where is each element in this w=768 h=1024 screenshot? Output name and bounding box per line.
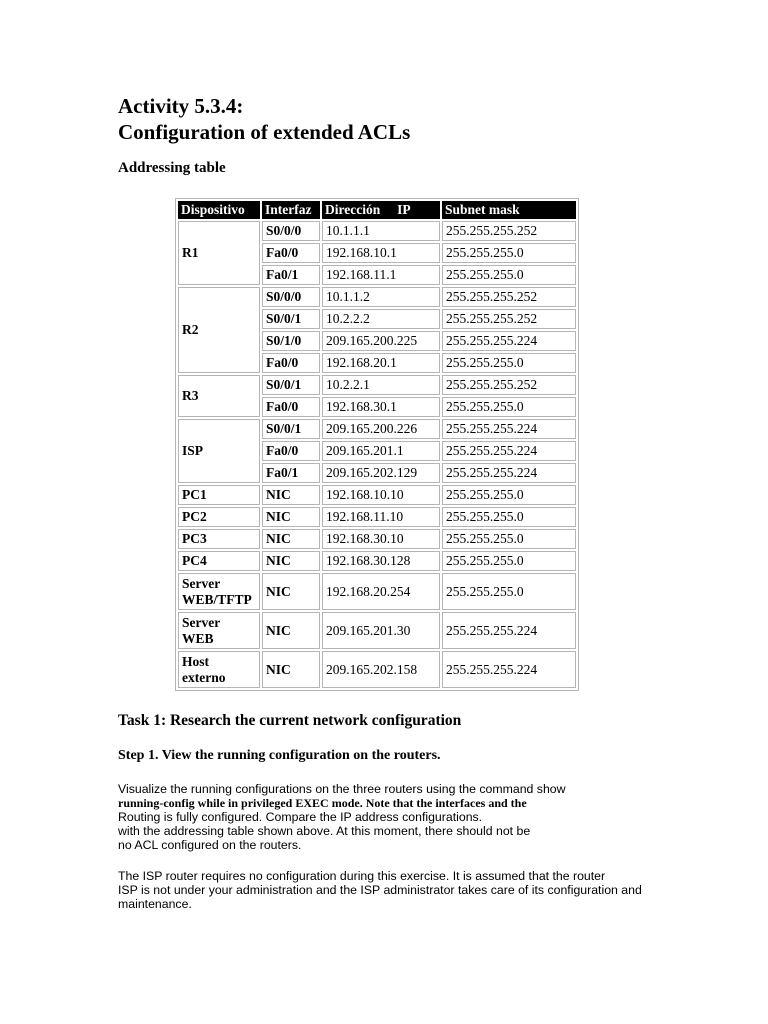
subnet-mask-cell: 255.255.255.224 bbox=[442, 651, 576, 688]
paragraph-2-line-2: ISP is not under your administration and the ISP administrator takes care of its configuration and bbox=[118, 883, 642, 897]
device-name-line: externo bbox=[182, 669, 226, 685]
device-cell: ISP bbox=[178, 419, 260, 483]
subnet-mask-cell: 255.255.255.0 bbox=[442, 485, 576, 505]
subnet-mask-cell: 255.255.255.0 bbox=[442, 353, 576, 373]
table-row bbox=[178, 287, 576, 307]
ip-address-cell: 209.165.200.226 bbox=[322, 419, 440, 439]
table-header-row bbox=[178, 201, 576, 219]
interface-cell: Fa0/0 bbox=[262, 397, 320, 417]
device-cell: PC4 bbox=[178, 551, 260, 571]
subnet-mask-cell: 255.255.255.0 bbox=[442, 507, 576, 527]
ip-address-cell: 10.1.1.2 bbox=[322, 287, 440, 307]
table-row bbox=[178, 529, 576, 549]
interface-cell: Fa0/0 bbox=[262, 243, 320, 263]
ip-address-cell: 192.168.30.10 bbox=[322, 529, 440, 549]
addressing-table bbox=[175, 198, 579, 691]
ip-address-cell: 10.1.1.1 bbox=[322, 221, 440, 241]
ip-address-cell: 209.165.201.1 bbox=[322, 441, 440, 461]
addressing-heading: Addressing table bbox=[118, 160, 226, 176]
subnet-mask-cell: 255.255.255.0 bbox=[442, 397, 576, 417]
interface-cell: NIC bbox=[262, 551, 320, 571]
device-cell: R2 bbox=[178, 287, 260, 373]
table-row bbox=[178, 551, 576, 571]
table-row bbox=[178, 507, 576, 527]
title-line-1: Activity 5.3.4: bbox=[118, 94, 244, 118]
device-cell bbox=[178, 612, 260, 649]
table-row bbox=[178, 651, 576, 688]
table-row bbox=[178, 485, 576, 505]
header-interface: Interfaz bbox=[262, 201, 320, 219]
ip-address-cell: 192.168.10.1 bbox=[322, 243, 440, 263]
ip-address-cell: 192.168.30.1 bbox=[322, 397, 440, 417]
header-device: Dispositivo bbox=[178, 201, 260, 219]
table-row bbox=[178, 573, 576, 610]
subnet-mask-cell: 255.255.255.0 bbox=[442, 265, 576, 285]
table-row bbox=[178, 612, 576, 649]
table-body bbox=[178, 221, 576, 688]
device-name-line: WEB bbox=[182, 630, 214, 646]
ip-address-cell: 192.168.11.10 bbox=[322, 507, 440, 527]
paragraph-2 bbox=[118, 869, 678, 911]
device-cell bbox=[178, 651, 260, 688]
ip-address-cell: 10.2.2.2 bbox=[322, 309, 440, 329]
subnet-mask-cell: 255.255.255.0 bbox=[442, 573, 576, 610]
subnet-mask-cell: 255.255.255.224 bbox=[442, 463, 576, 483]
interface-cell: Fa0/1 bbox=[262, 265, 320, 285]
ip-address-cell: 192.168.20.254 bbox=[322, 573, 440, 610]
subnet-mask-cell: 255.255.255.252 bbox=[442, 309, 576, 329]
table-row bbox=[178, 221, 576, 241]
ip-address-cell: 209.165.201.30 bbox=[322, 612, 440, 649]
device-cell bbox=[178, 573, 260, 610]
interface-cell: S0/0/0 bbox=[262, 221, 320, 241]
header-ip: Dirección IP bbox=[322, 201, 440, 219]
paragraph-1-line-3: Routing is fully configured. Compare the IP address configurations. bbox=[118, 810, 483, 824]
ip-address-cell: 209.165.202.158 bbox=[322, 651, 440, 688]
interface-cell: S0/0/1 bbox=[262, 309, 320, 329]
device-cell: R1 bbox=[178, 221, 260, 285]
device-cell: PC3 bbox=[178, 529, 260, 549]
page-title bbox=[118, 93, 410, 145]
ip-address-cell: 192.168.20.1 bbox=[322, 353, 440, 373]
task-1-heading: Task 1: Research the current network configuration bbox=[118, 712, 462, 729]
header-mask: Subnet mask bbox=[442, 201, 576, 219]
ip-address-cell: 192.168.30.128 bbox=[322, 551, 440, 571]
step-1-heading: Step 1. View the running configuration on the routers. bbox=[118, 748, 441, 763]
subnet-mask-cell: 255.255.255.0 bbox=[442, 551, 576, 571]
device-name-line: Host bbox=[182, 653, 209, 669]
paragraph-1-line-4: with the addressing table shown above. At this moment, there should not be bbox=[118, 824, 531, 838]
subnet-mask-cell: 255.255.255.224 bbox=[442, 441, 576, 461]
ip-address-cell: 192.168.11.1 bbox=[322, 265, 440, 285]
interface-cell: NIC bbox=[262, 573, 320, 610]
interface-cell: S0/0/1 bbox=[262, 419, 320, 439]
interface-cell: S0/0/1 bbox=[262, 375, 320, 395]
interface-cell: Fa0/0 bbox=[262, 441, 320, 461]
paragraph-1-line-5: no ACL configured on the routers. bbox=[118, 838, 302, 852]
paragraph-1 bbox=[118, 782, 678, 852]
subnet-mask-cell: 255.255.255.224 bbox=[442, 331, 576, 351]
ip-address-cell: 209.165.200.225 bbox=[322, 331, 440, 351]
interface-cell: NIC bbox=[262, 612, 320, 649]
interface-cell: NIC bbox=[262, 485, 320, 505]
interface-cell: S0/0/0 bbox=[262, 287, 320, 307]
subnet-mask-cell: 255.255.255.0 bbox=[442, 243, 576, 263]
table-row bbox=[178, 419, 576, 439]
interface-cell: NIC bbox=[262, 529, 320, 549]
paragraph-1-line-2: running-config while in privileged EXEC mode. Note that the interfaces and the bbox=[118, 796, 527, 810]
ip-address-cell: 10.2.2.1 bbox=[322, 375, 440, 395]
interface-cell: S0/1/0 bbox=[262, 331, 320, 351]
ip-address-cell: 209.165.202.129 bbox=[322, 463, 440, 483]
subnet-mask-cell: 255.255.255.224 bbox=[442, 612, 576, 649]
device-name-line: Server bbox=[182, 614, 221, 630]
paragraph-2-line-3: maintenance. bbox=[118, 897, 192, 911]
paragraph-1-line-1: Visualize the running configurations on the three routers using the command show bbox=[118, 782, 566, 796]
subnet-mask-cell: 255.255.255.252 bbox=[442, 287, 576, 307]
subnet-mask-cell: 255.255.255.224 bbox=[442, 419, 576, 439]
device-cell: PC2 bbox=[178, 507, 260, 527]
paragraph-2-line-1: The ISP router requires no configuration during this exercise. It is assumed that the router bbox=[118, 869, 606, 883]
device-name-line: Server bbox=[182, 575, 221, 591]
table-row bbox=[178, 375, 576, 395]
title-line-2: Configuration of extended ACLs bbox=[118, 120, 411, 144]
subnet-mask-cell: 255.255.255.252 bbox=[442, 221, 576, 241]
interface-cell: Fa0/0 bbox=[262, 353, 320, 373]
interface-cell: NIC bbox=[262, 651, 320, 688]
interface-cell: Fa0/1 bbox=[262, 463, 320, 483]
interface-cell: NIC bbox=[262, 507, 320, 527]
device-cell: R3 bbox=[178, 375, 260, 417]
subnet-mask-cell: 255.255.255.252 bbox=[442, 375, 576, 395]
ip-address-cell: 192.168.10.10 bbox=[322, 485, 440, 505]
device-cell: PC1 bbox=[178, 485, 260, 505]
device-name-line: WEB/TFTP bbox=[182, 591, 252, 607]
subnet-mask-cell: 255.255.255.0 bbox=[442, 529, 576, 549]
